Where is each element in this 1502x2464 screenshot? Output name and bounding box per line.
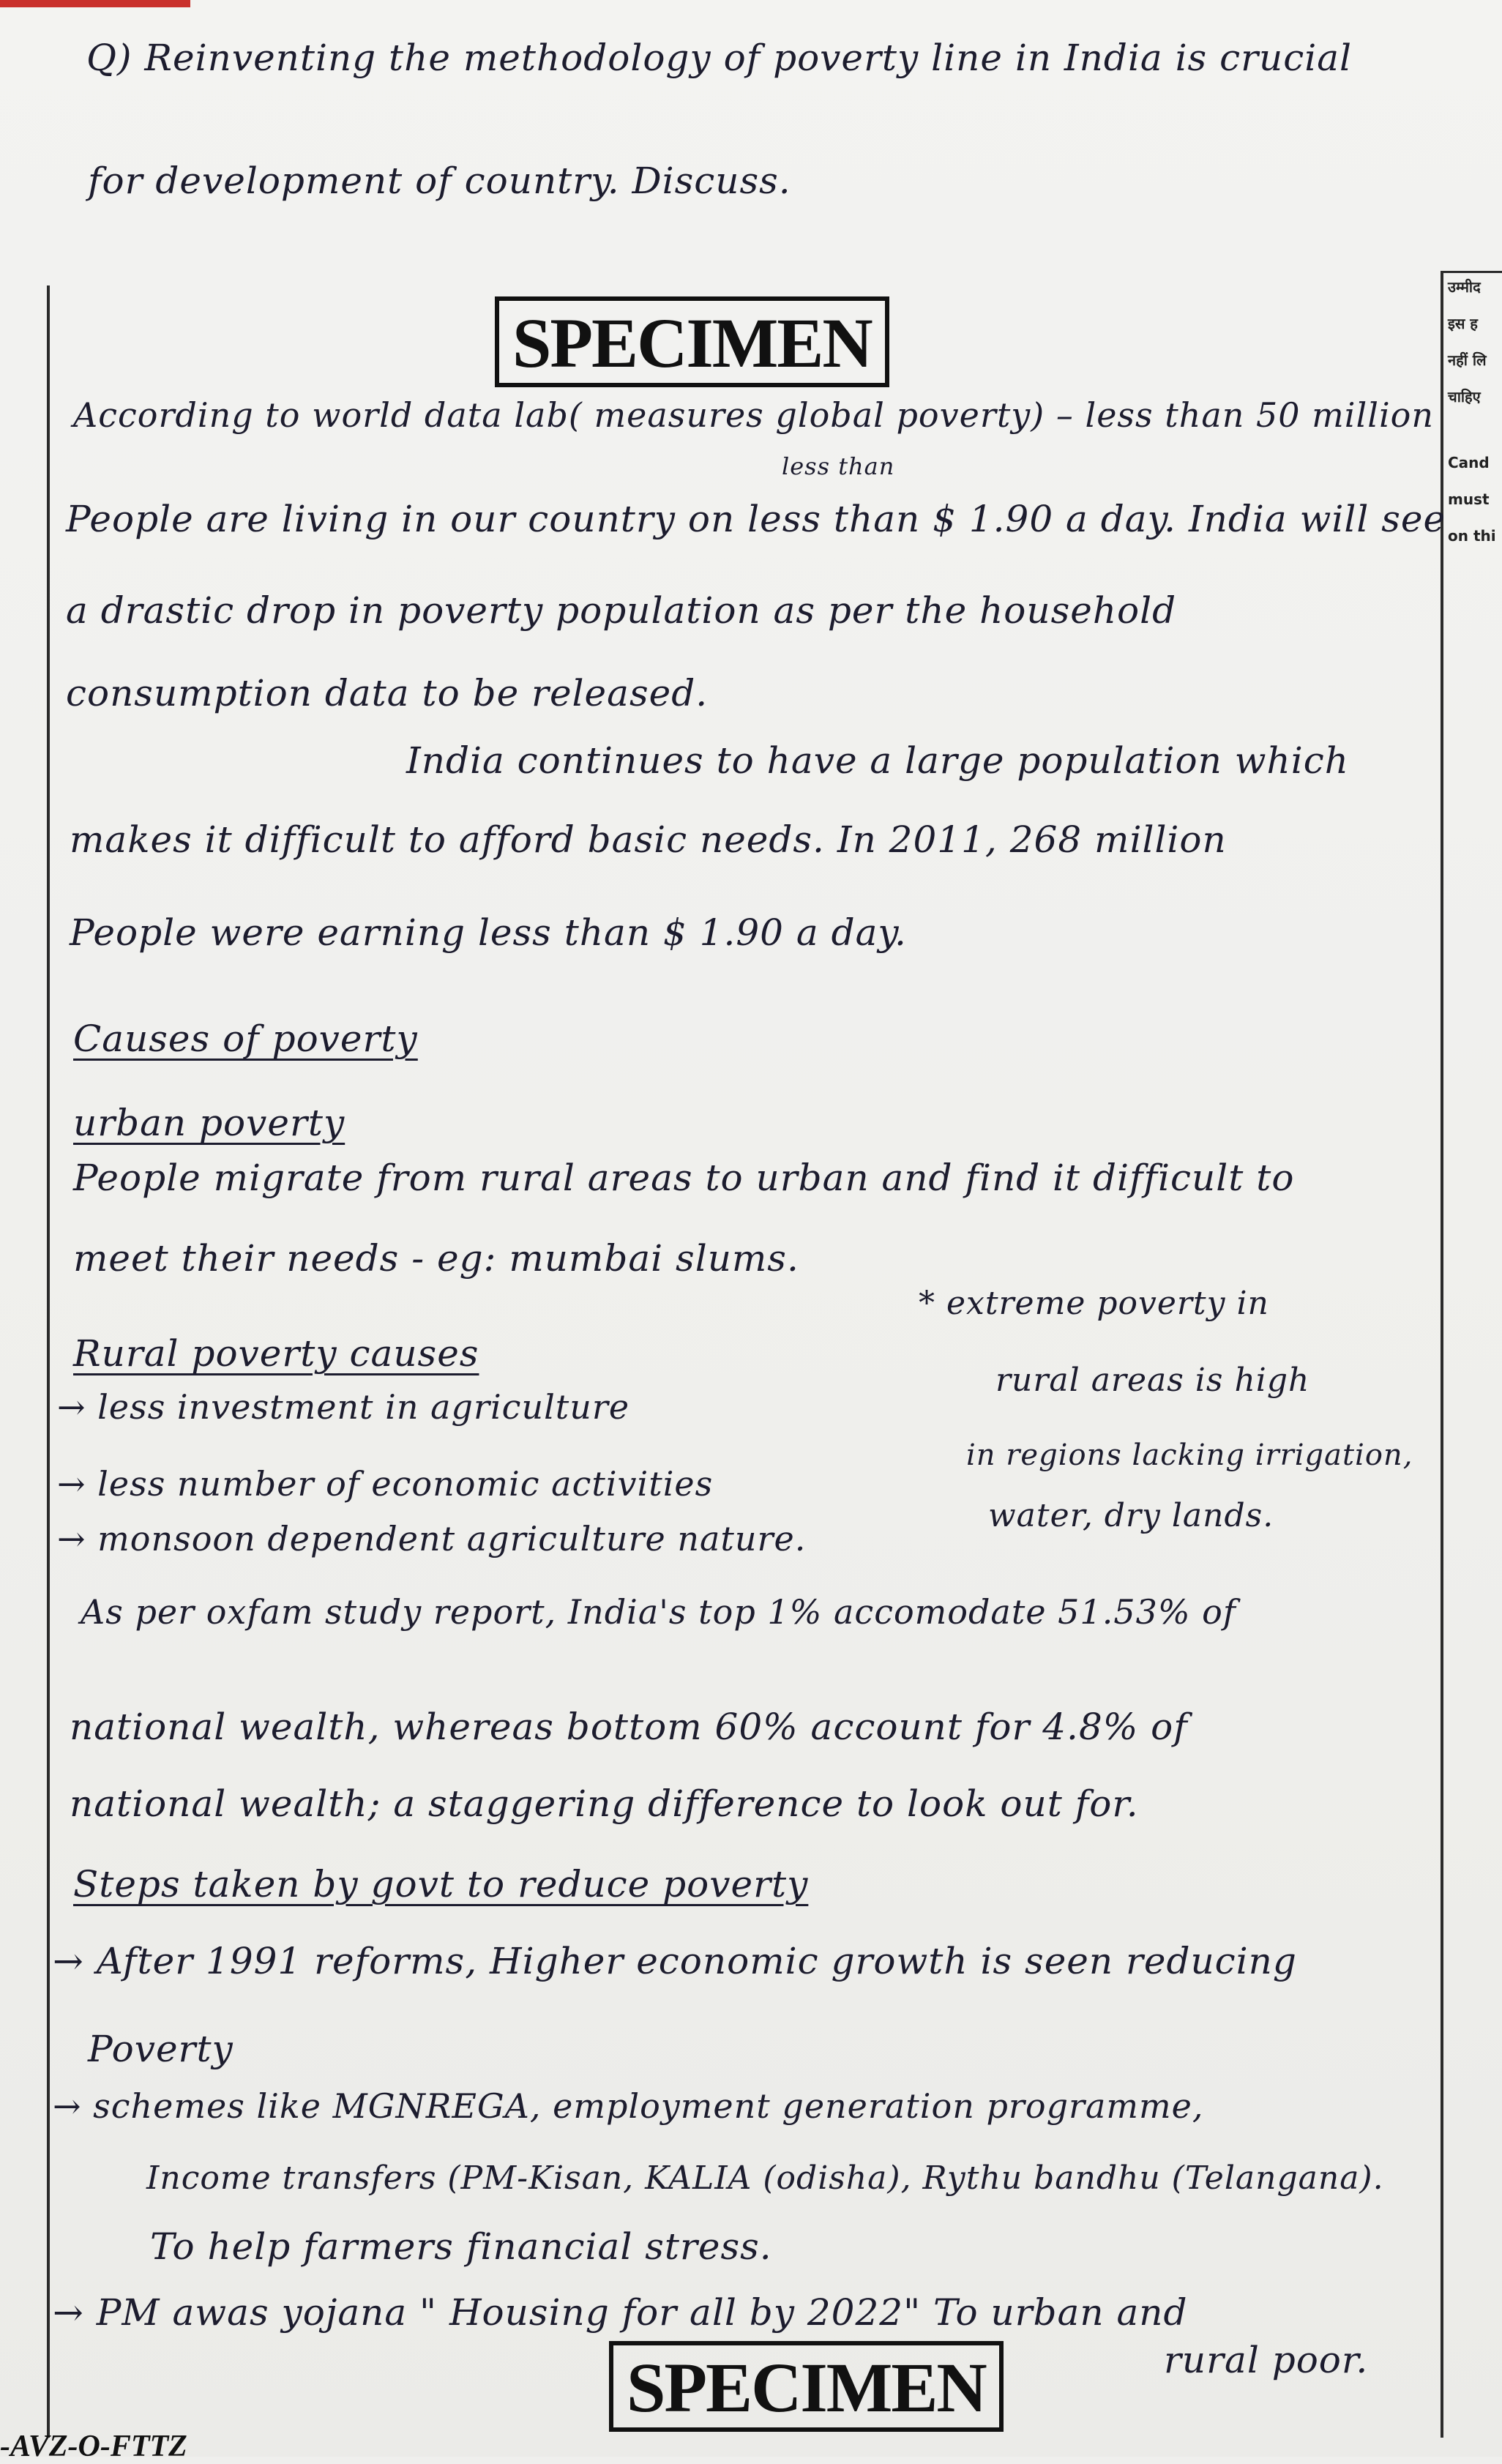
oxfam-line-3: national wealth; a staggering difference to look out for. xyxy=(70,1782,1139,1825)
answer-p1-line-3: a drastic drop in poverty population as per the household xyxy=(66,589,1177,632)
answer-p2-line-2: makes it difficult to afford basic needs. In 2011, 268 million xyxy=(70,818,1227,861)
oxfam-line-2: national wealth, whereas bottom 60% account for 4.8% of xyxy=(70,1706,1188,1748)
answer-p1-insert: less than xyxy=(782,452,895,480)
right-margin-line xyxy=(1441,271,1443,2438)
side-note-1: उम्मीद xyxy=(1448,278,1481,296)
steps-line-4: Income transfers (PM-Kisan, KALIA (odisha), Rythu bandhu (Telangana). xyxy=(146,2159,1384,2197)
left-margin-line xyxy=(47,285,50,2438)
question-line-2: for development of country. Discuss. xyxy=(88,160,791,202)
rural-poverty-heading: Rural poverty causes xyxy=(73,1332,479,1375)
urban-poverty-heading: urban poverty xyxy=(73,1102,345,1144)
steps-line-5: To help farmers financial stress. xyxy=(150,2225,772,2268)
side-note-4: चाहिए xyxy=(1448,388,1481,406)
answer-p1-line-4: consumption data to be released. xyxy=(66,672,709,714)
question-line-1: Q) Reinventing the methodology of poverty line in India is crucial xyxy=(86,37,1353,79)
causes-heading: Causes of poverty xyxy=(73,1018,418,1060)
side-note-6: must xyxy=(1448,490,1490,508)
steps-line-3: → schemes like MGNREGA, employment generation programme, xyxy=(53,2086,1204,2126)
rural-point-1: → less investment in agriculture xyxy=(57,1387,630,1427)
answer-p2-line-3: People were earning less than $ 1.90 a day. xyxy=(70,911,907,954)
answer-p1-line-1: According to world data lab( measures global poverty) – less than 50 million xyxy=(73,395,1434,435)
side-note-line-4: water, dry lands. xyxy=(988,1497,1274,1534)
footer-code: -AVZ-O-FTTZ xyxy=(0,2430,187,2463)
top-red-mark xyxy=(0,0,190,7)
side-note-line-2: rural areas is high xyxy=(995,1362,1310,1399)
side-note-line-1: * extreme poverty in xyxy=(919,1285,1269,1322)
urban-text-line-2: meet their needs - eg: mumbai slums. xyxy=(73,1237,799,1280)
side-box-top-line xyxy=(1441,271,1502,273)
oxfam-line-1: As per oxfam study report, India's top 1% accomodate 51.53% of xyxy=(81,1592,1236,1632)
side-note-2: इस ह xyxy=(1448,315,1478,332)
steps-heading: Steps taken by govt to reduce poverty xyxy=(73,1863,809,1905)
steps-line-2: Poverty xyxy=(88,2028,233,2070)
specimen-stamp-bottom: SPECIMEN xyxy=(609,2341,1004,2432)
steps-line-7: rural poor. xyxy=(1164,2339,1369,2381)
side-note-line-3: in regions lacking irrigation, xyxy=(966,1438,1413,1472)
steps-line-1: → After 1991 reforms, Higher economic growth is seen reducing xyxy=(53,1940,1297,1982)
answer-p2-line-1: India continues to have a large population which xyxy=(406,739,1349,782)
answer-p1-line-2: People are living in our country on less than $ 1.90 a day. India will see xyxy=(66,498,1446,540)
urban-text-line-1: People migrate from rural areas to urban and find it difficult to xyxy=(73,1157,1295,1199)
side-note-3: नहीं लि xyxy=(1448,351,1487,369)
specimen-stamp-top: SPECIMEN xyxy=(495,296,889,387)
side-note-7: on thi xyxy=(1448,527,1496,545)
rural-point-2: → less number of economic activities xyxy=(57,1464,714,1504)
rural-point-3: → monsoon dependent agriculture nature. xyxy=(57,1519,807,1558)
side-note-5: Cand xyxy=(1448,454,1490,471)
steps-line-6: → PM awas yojana " Housing for all by 2022" To urban and xyxy=(53,2291,1188,2334)
